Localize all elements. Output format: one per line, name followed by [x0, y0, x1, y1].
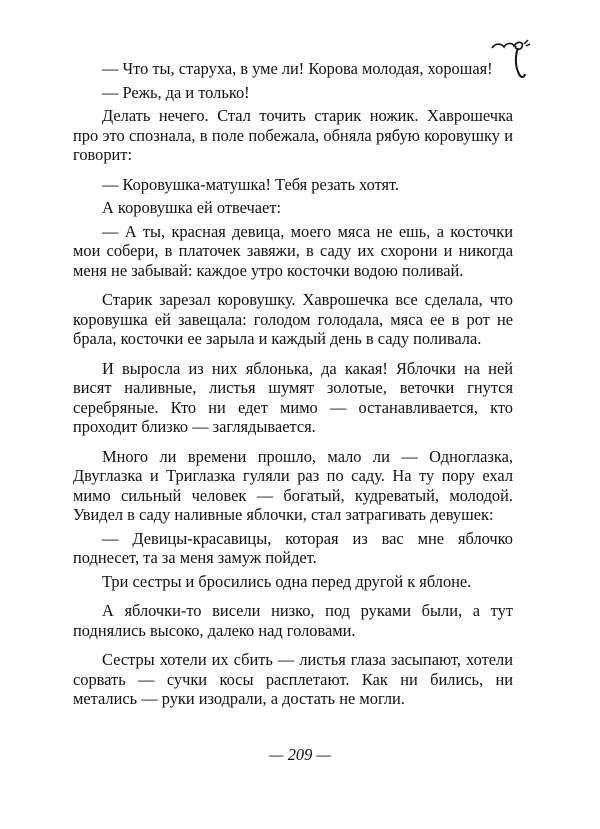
paragraph: Делать нечего. Стал точить старик ножик. Хаврошечка про это спознала, в поле побежала, обняла рябую коровушку и говорит: [73, 106, 513, 164]
page-number: — 209 — [269, 745, 331, 764]
paragraph: Сестры хотели их сбить — листья глаза засыпают, хотели сорвать — сучки косы расплетают. Как ни бились, ни метались — руки изодрали, а достать не могли. [73, 650, 513, 708]
paragraph: А коровушка ей отвечает: [102, 198, 282, 217]
paragraph: — Девицы-красавицы, которая из вас мне яблочко поднесет, та за меня замуж пойдет. [73, 528, 513, 567]
paragraph: Много ли времени прошло, мало ли — Одноглазка, Двуглазка и Триглазка гуляли раз по саду. На ту пору ехал мимо сильный человек — богатый, кудреватый, молодой. Увидел в саду наливные яблочки, стал затрагивать девушек: [73, 446, 513, 524]
paragraph: И выросла из них яблонька, да какая! Яблочки на ней висят наливные, листья шумят золотые, веточки гнутся серебряные. Кто ни едет мимо — останавливается, кто проходит близко — заглядывается. [73, 358, 513, 436]
paragraph: — Режь, да и только! [102, 82, 250, 102]
paragraph: Старик зарезал коровушку. Хаврошечка все сделала, что коровушка ей завещала: голодом голодала, мяса ее в рот не брала, косточки ее зарыла и каждый день в саду поливала. [73, 290, 513, 348]
paragraph: — А ты, красная девица, моего мяса не ешь, а косточки мои собери, в платочек завяжи, в саду их схорони и никогда меня не забывай: каждое утро косточки водою поливай. [73, 221, 513, 280]
page-text [73, 59, 513, 713]
paragraph: — Что ты, старуха, в уме ли! Корова молодая, хорошая! [102, 59, 493, 78]
paragraph: — Коровушка-матушка! Тебя резать хотят. [102, 174, 400, 194]
paragraph: Три сестры и бросились одна перед другой к яблоне. [102, 571, 472, 591]
paragraph: А яблочки-то висели низко, под руками были, а тут поднялись высоко, далеко над головами. [73, 601, 513, 640]
